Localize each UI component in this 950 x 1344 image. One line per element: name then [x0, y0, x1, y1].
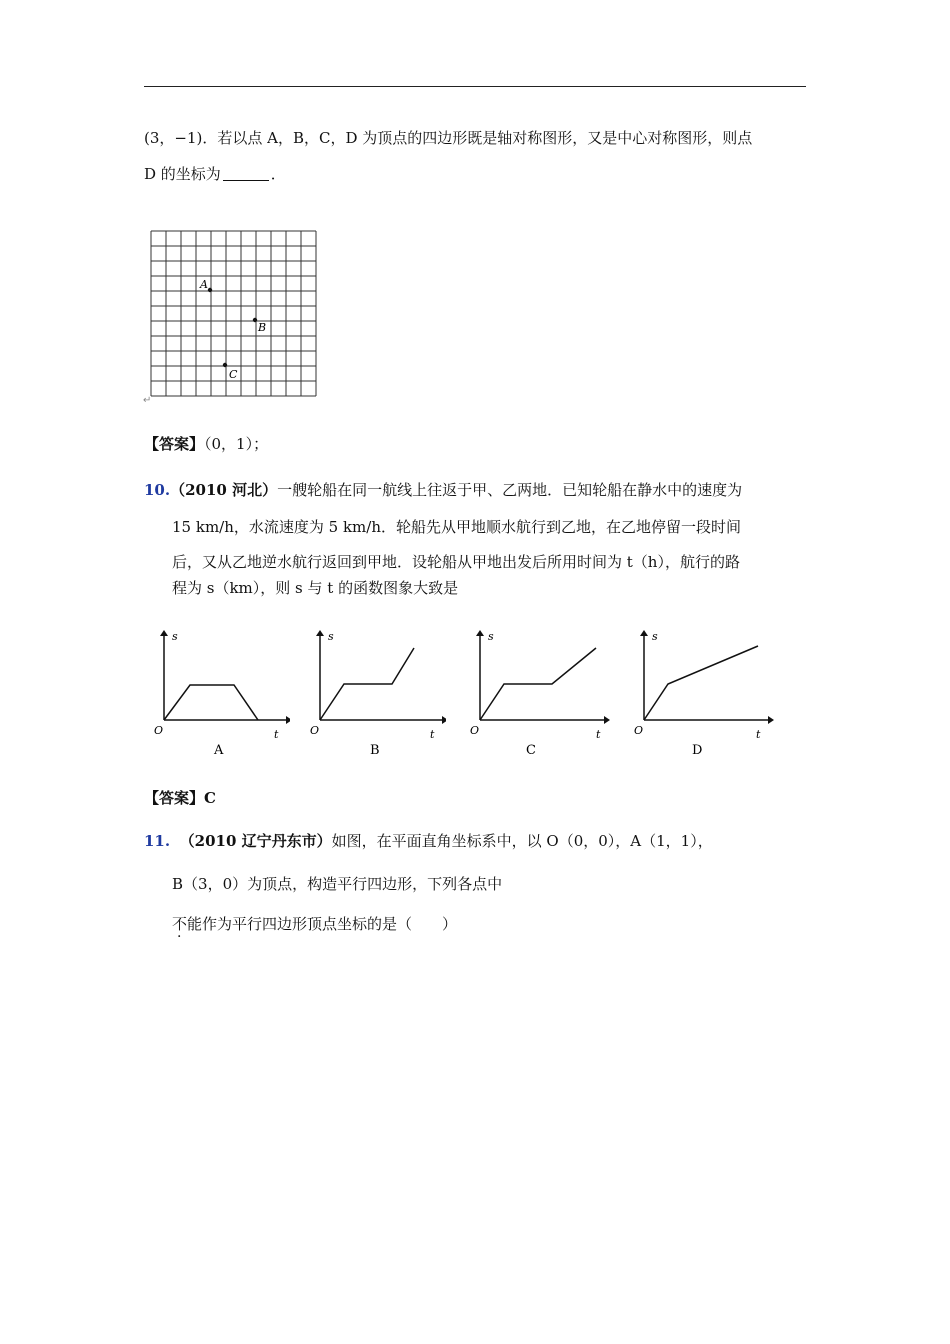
q10-text-line3: 后，又从乙地逆水航行返回到甲地．设轮船从甲地出发后所用时间为 t（h），航行的路 [172, 553, 740, 571]
svg-text:t: t [596, 728, 601, 741]
label-c: C [229, 368, 238, 381]
svg-text:s: s [328, 630, 334, 643]
point-a [208, 288, 212, 292]
label-a: A [200, 278, 208, 291]
svg-text:O: O [310, 724, 320, 737]
option-c-label: C [526, 743, 536, 758]
svg-text:s: s [172, 630, 178, 643]
answer-blank [223, 166, 269, 181]
option-a-label: A [214, 743, 224, 758]
emphasis-text: 不能 [172, 915, 203, 933]
coordinate-grid [150, 230, 318, 398]
q11-text-line1: 11. （2010 辽宁丹东市）如图，在平面直角坐标系中，以 O（0，0），A（1，1）， [144, 832, 713, 850]
graph-option-d [630, 628, 775, 758]
graph-option-b [306, 628, 446, 758]
option-d-label: D [692, 743, 703, 758]
q10-text-line2: 15 km/h，水流速度为 5 km/h．轮船先从甲地顺水航行到乙地，在乙地停留一段时间 [172, 518, 741, 536]
svg-text:t: t [274, 728, 279, 741]
svg-text:s: s [652, 630, 658, 643]
point-b [253, 318, 257, 322]
paragraph-mark: ↵ [143, 395, 152, 406]
q9-text-line2: D 的坐标为 ． [144, 165, 286, 183]
q11-text-line3: 不能作为平行四边形顶点坐标的是（ ） [172, 915, 458, 933]
svg-text:t: t [756, 728, 761, 741]
svg-text:O: O [634, 724, 644, 737]
label-b: B [258, 321, 267, 334]
q9-answer: 【答案】（0，1）； [144, 435, 269, 453]
header-rule [144, 86, 806, 87]
svg-text:s: s [488, 630, 494, 643]
option-b-label: B [370, 743, 380, 758]
q10-answer: 【答案】C [144, 789, 216, 807]
q10-text-line1: 10.（2010 河北）一艘轮船在同一航线上往返于甲、乙两地．已知轮船在静水中的速度为 [144, 481, 743, 499]
svg-text:O: O [470, 724, 480, 737]
svg-text:t: t [430, 728, 435, 741]
point-c [223, 363, 227, 367]
q11-text-line2: B（3，0）为顶点，构造平行四边形，下列各点中 [172, 875, 503, 893]
graph-option-c [466, 628, 611, 758]
graph-option-a [150, 628, 290, 758]
svg-text:O: O [154, 724, 164, 737]
q10-text-line4: 程为 s（km），则 s 与 t 的函数图象大致是 [172, 579, 459, 597]
q9-text-line1: (3，−1)．若以点 A，B，C，D 为顶点的四边形既是轴对称图形，又是中心对称图形，则点 [144, 129, 753, 147]
